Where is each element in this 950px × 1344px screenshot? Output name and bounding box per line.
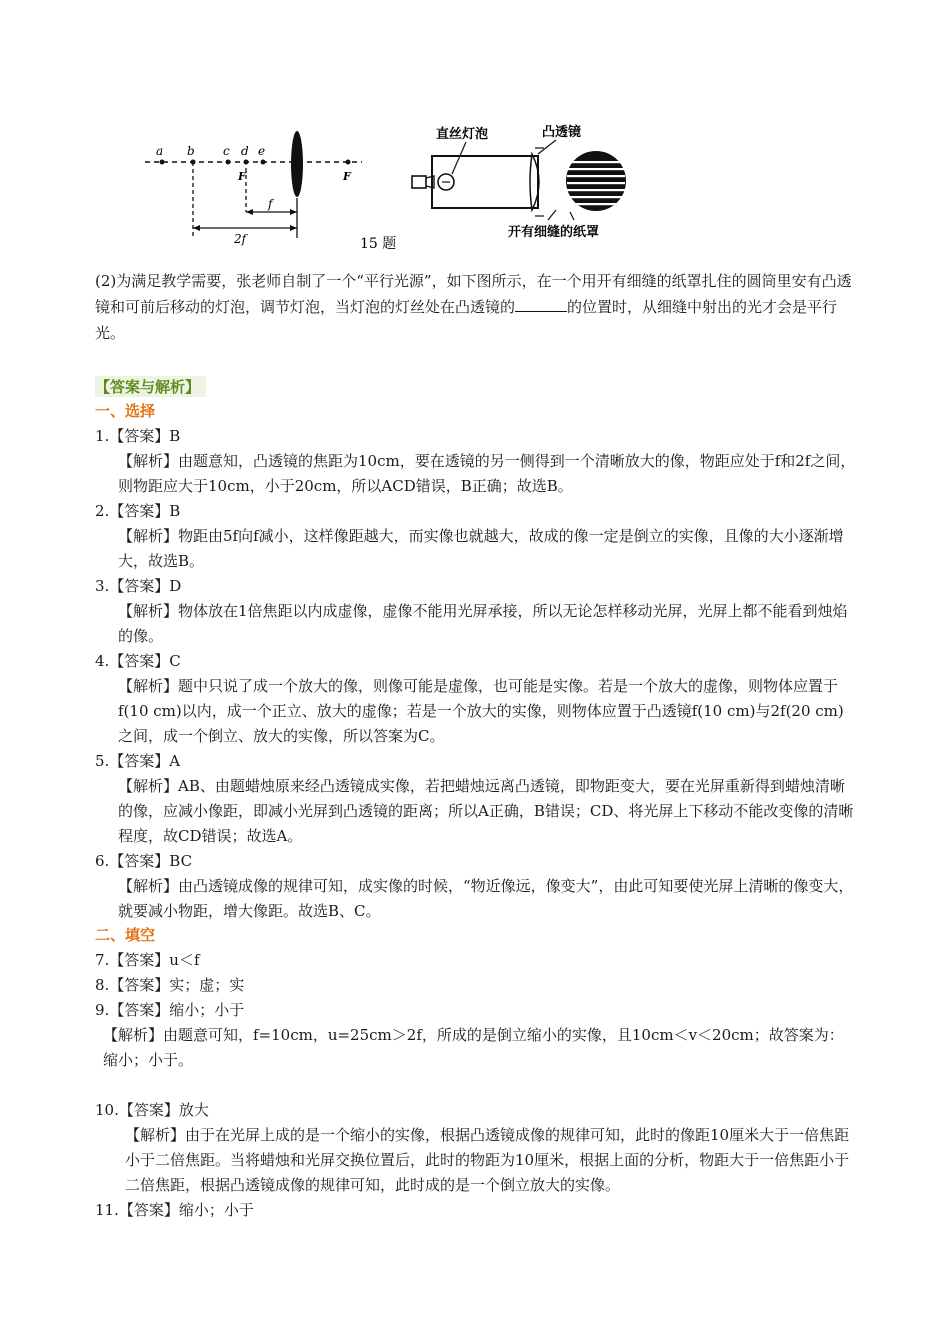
explanation-2: 【解析】物距由5f向f减小，这样像距越大，而实像也就越大，故成的像一定是倒立的实像，且像的大小逐渐增大，故选B。 — [118, 527, 844, 570]
figure-caption: 15 题 — [360, 236, 397, 252]
answer-blank — [515, 297, 567, 312]
answer-5: 5.【答案】A — [95, 752, 181, 770]
optical-axis-diagram — [145, 131, 362, 246]
slit-cover-icon — [566, 151, 626, 211]
answer-3: 3.【答案】D — [95, 577, 182, 595]
explanation-6: 【解析】由凸透镜成像的规律可知，成实像的时候，“物近像远，像变大”，由此可知要使光屏上清晰的像变大，就要减小物距，增大像距。故选B、C。 — [118, 877, 854, 920]
explanation-9: 【解析】由题意可知，f=10cm，u=25cm＞2f，所成的是倒立缩小的实像，且10cm＜v＜20cm；故答案为：缩小；小于。 — [103, 1026, 844, 1069]
section-fill-title: 二、填空 — [95, 926, 156, 944]
dim-f-label: f — [268, 197, 273, 211]
explanation-1: 【解析】由题意知，凸透镜的焦距为10cm，要在透镜的另一侧得到一个清晰放大的像，物距应处于f和2f之间，则物距应大于10cm，小于20cm，所以ACD错误，B正确；故选B。 — [118, 452, 856, 495]
parallel-light-source-diagram — [412, 124, 626, 240]
point-e-label: e — [258, 144, 266, 158]
lens-label: 凸透镜 — [542, 125, 582, 140]
point-d-label: d — [241, 144, 249, 158]
answer-7: 7.【答案】u＜f — [95, 951, 200, 969]
answer-10: 10.【答案】放大 — [95, 1101, 209, 1119]
question-15-figure — [130, 118, 650, 256]
point-c-label: c — [223, 144, 230, 158]
explanation-5: 【解析】AB、由题蜡烛原来经凸透镜成实像，若把蜡烛远离凸透镜，即物距变大，要在光屏重新得到蜡烛清晰的像，应减小像距，即减小光屏到凸透镜的距离；所以A正确，B错误；CD、将光屏上下移动不能改变像的清晰程度，故CD错误；故选A。 — [118, 777, 854, 845]
explanation-3: 【解析】物体放在1倍焦距以内成虚像，虚像不能用光屏承接，所以无论怎样移动光屏，光屏上都不能看到烛焰的像。 — [118, 602, 848, 645]
explanation-10: 【解析】由于在光屏上成的是一个缩小的实像，根据凸透镜成像的规律可知，此时的像距10厘米大于一倍焦距小于二倍焦距。当将蜡烛和光屏交换位置后，此时的物距为10厘米，根据上面的分析，物距大于一倍焦距小于二倍焦距，根据凸透镜成像的规律可知，此时成的是一个倒立放大的实像。 — [125, 1126, 850, 1194]
answer-1: 1.【答案】B — [95, 427, 181, 445]
question-2-text: (2)为满足教学需要，张老师自制了一个“平行光源”，如下图所示，在一个用开有细缝的纸罩扎住的圆筒里安有凸透镜和可前后移动的灯泡，调节灯泡，当灯泡的灯丝处在凸透镜的 的位置时，从细缝中射出的光才会是平行光。 — [95, 272, 852, 342]
answer-11: 11.【答案】缩小；小于 — [95, 1201, 254, 1219]
bulb-label: 直丝灯泡 — [436, 127, 489, 142]
dim-2f-label: 2f — [234, 232, 247, 246]
explanation-4: 【解析】题中只说了成一个放大的像，则像可能是虚像，也可能是实像。若是一个放大的虚像，则物体应置于f(10 cm)以内，成一个正立、放大的虚像；若是一个放大的实像，则物体应置于凸透镜f(10 cm)与2f(20 cm)之间，成一个倒立、放大的实像，所以答案为C。 — [118, 677, 844, 745]
answer-8: 8.【答案】实；虚；实 — [95, 976, 245, 994]
answer-9: 9.【答案】缩小；小于 — [95, 1001, 245, 1019]
answers-header: 【答案与解析】 — [95, 376, 206, 397]
answer-4: 4.【答案】C — [95, 652, 181, 670]
answer-6: 6.【答案】BC — [95, 852, 193, 870]
answer-2: 2.【答案】B — [95, 502, 181, 520]
focal-point-left-label: F — [238, 170, 246, 183]
convex-lens-shape — [291, 131, 303, 197]
focal-point-right-label: F — [343, 170, 351, 183]
point-b-label: b — [187, 144, 195, 158]
point-a-label: a — [156, 144, 164, 158]
cover-label: 开有细缝的纸罩 — [508, 225, 600, 240]
section-choice-title: 一、选择 — [95, 402, 156, 420]
